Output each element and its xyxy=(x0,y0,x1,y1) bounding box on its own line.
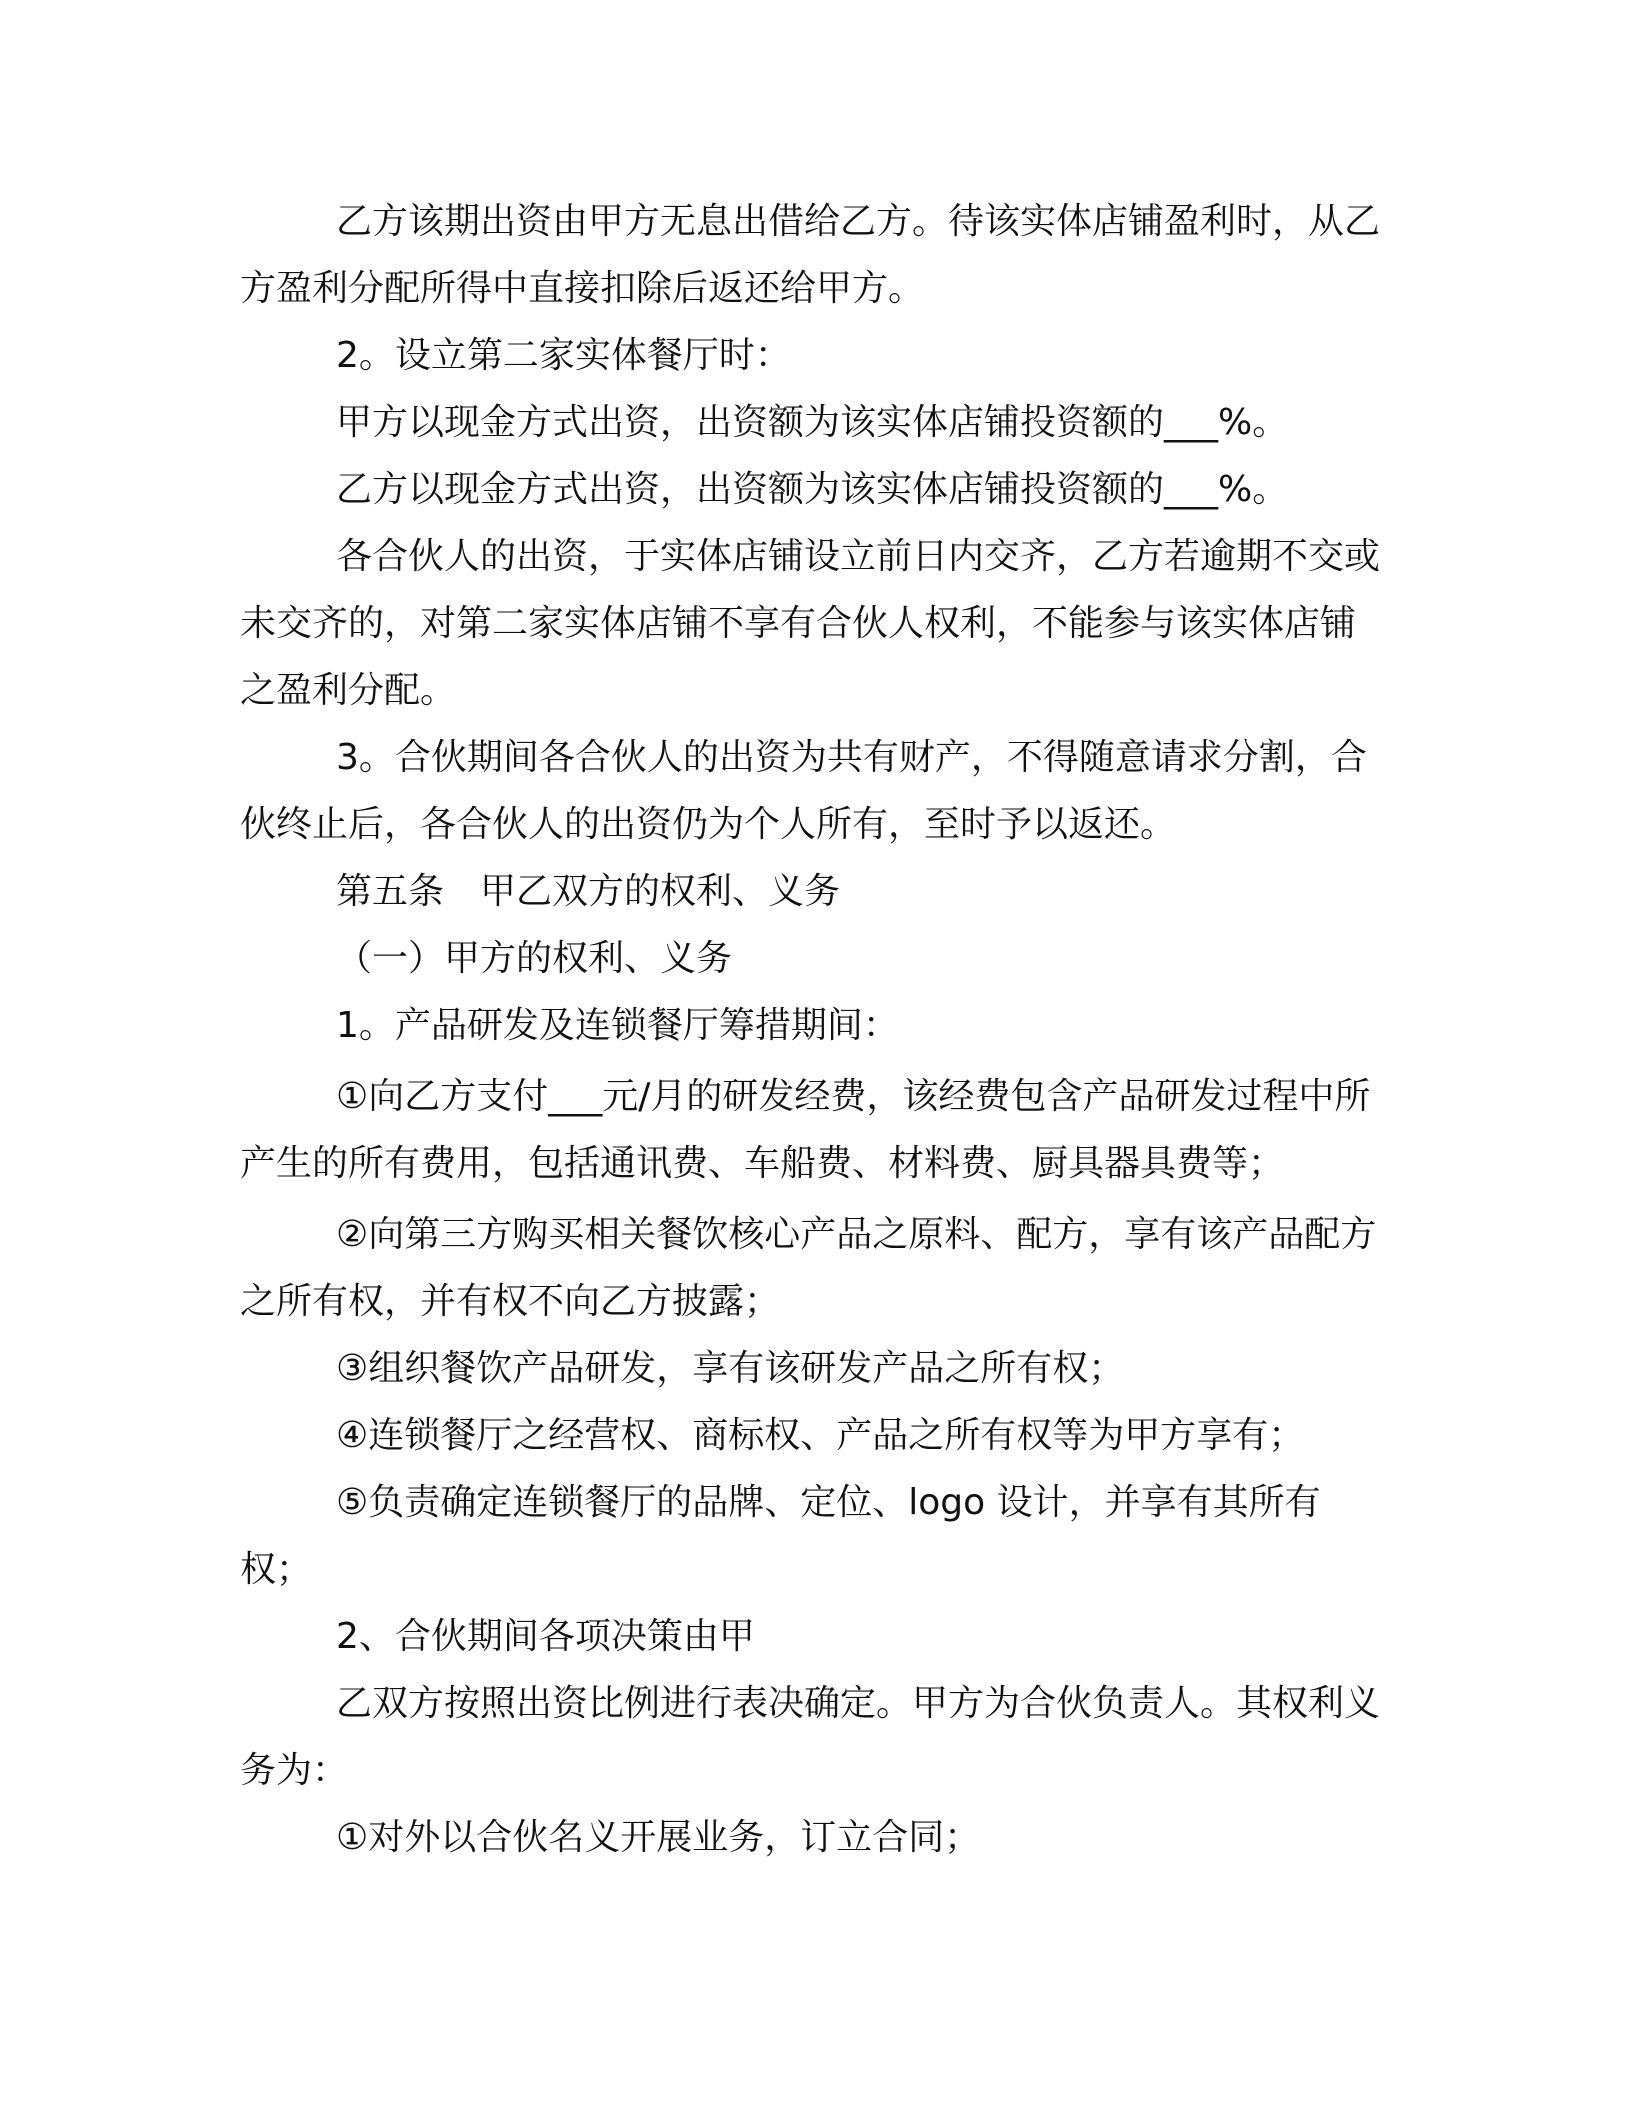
paragraph-common-property: 3。合伙期间各合伙人的出资为共有财产，不得随意请求分割，合伙终止后，各合伙人的出资仍为个人所有，至时予以返还。 xyxy=(240,737,1367,845)
paragraph-development-period: 1。产品研发及连锁餐厅筹措期间： xyxy=(336,1005,899,1046)
list-item-research-funding: ①向乙方支付___元/月的研发经费，该经费包含产品研发过程中所产生的所有费用，包括通讯费、车船费、材料费、厨具器具费等； xyxy=(240,1076,1371,1184)
article-five-heading: 第五条 甲乙双方的权利、义务 xyxy=(336,871,841,912)
list-item-recipe-ownership: ②向第三方购买相关餐饮核心产品之原料、配方，享有该产品配方之所有权，并有权不向乙方披露； xyxy=(240,1214,1377,1322)
paragraph-decision-making: 2、合伙期间各项决策由甲 xyxy=(336,1616,755,1657)
paragraph-repayment: 乙方该期出资由甲方无息出借给乙方。待该实体店铺盈利时，从乙方盈利分配所得中直接扣除后返还给甲方。 xyxy=(240,201,1381,309)
section-party-a-rights-heading: （一）甲方的权利、义务 xyxy=(336,938,733,979)
list-item-logo-design: ⑤负责确定连锁餐厅的品牌、定位、logo 设计，并享有其所有权； xyxy=(240,1482,1321,1590)
list-item-product-development: ③组织餐饮产品研发，享有该研发产品之所有权； xyxy=(336,1348,1125,1389)
paragraph-contribution-deadline: 各合伙人的出资，于实体店铺设立前日内交齐，乙方若逾期不交或未交齐的，对第二家实体店铺不享有合伙人权利，不能参与该实体店铺之盈利分配。 xyxy=(240,536,1381,711)
paragraph-party-a-contribution: 甲方以现金方式出资，出资额为该实体店铺投资额的___%。 xyxy=(336,402,1289,443)
list-item-external-business: ①对外以合伙名义开展业务，订立合同； xyxy=(336,1817,981,1858)
paragraph-second-restaurant-heading: 2。设立第二家实体餐厅时： xyxy=(336,335,791,376)
paragraph-voting-responsibilities: 乙双方按照出资比例进行表决确定。甲方为合伙负责人。其权利义务为： xyxy=(240,1683,1381,1791)
paragraph-party-b-contribution: 乙方以现金方式出资，出资额为该实体店铺投资额的___%。 xyxy=(336,469,1289,510)
list-item-brand-rights: ④连锁餐厅之经营权、商标权、产品之所有权等为甲方享有； xyxy=(336,1415,1305,1456)
document-body xyxy=(240,188,1380,1871)
